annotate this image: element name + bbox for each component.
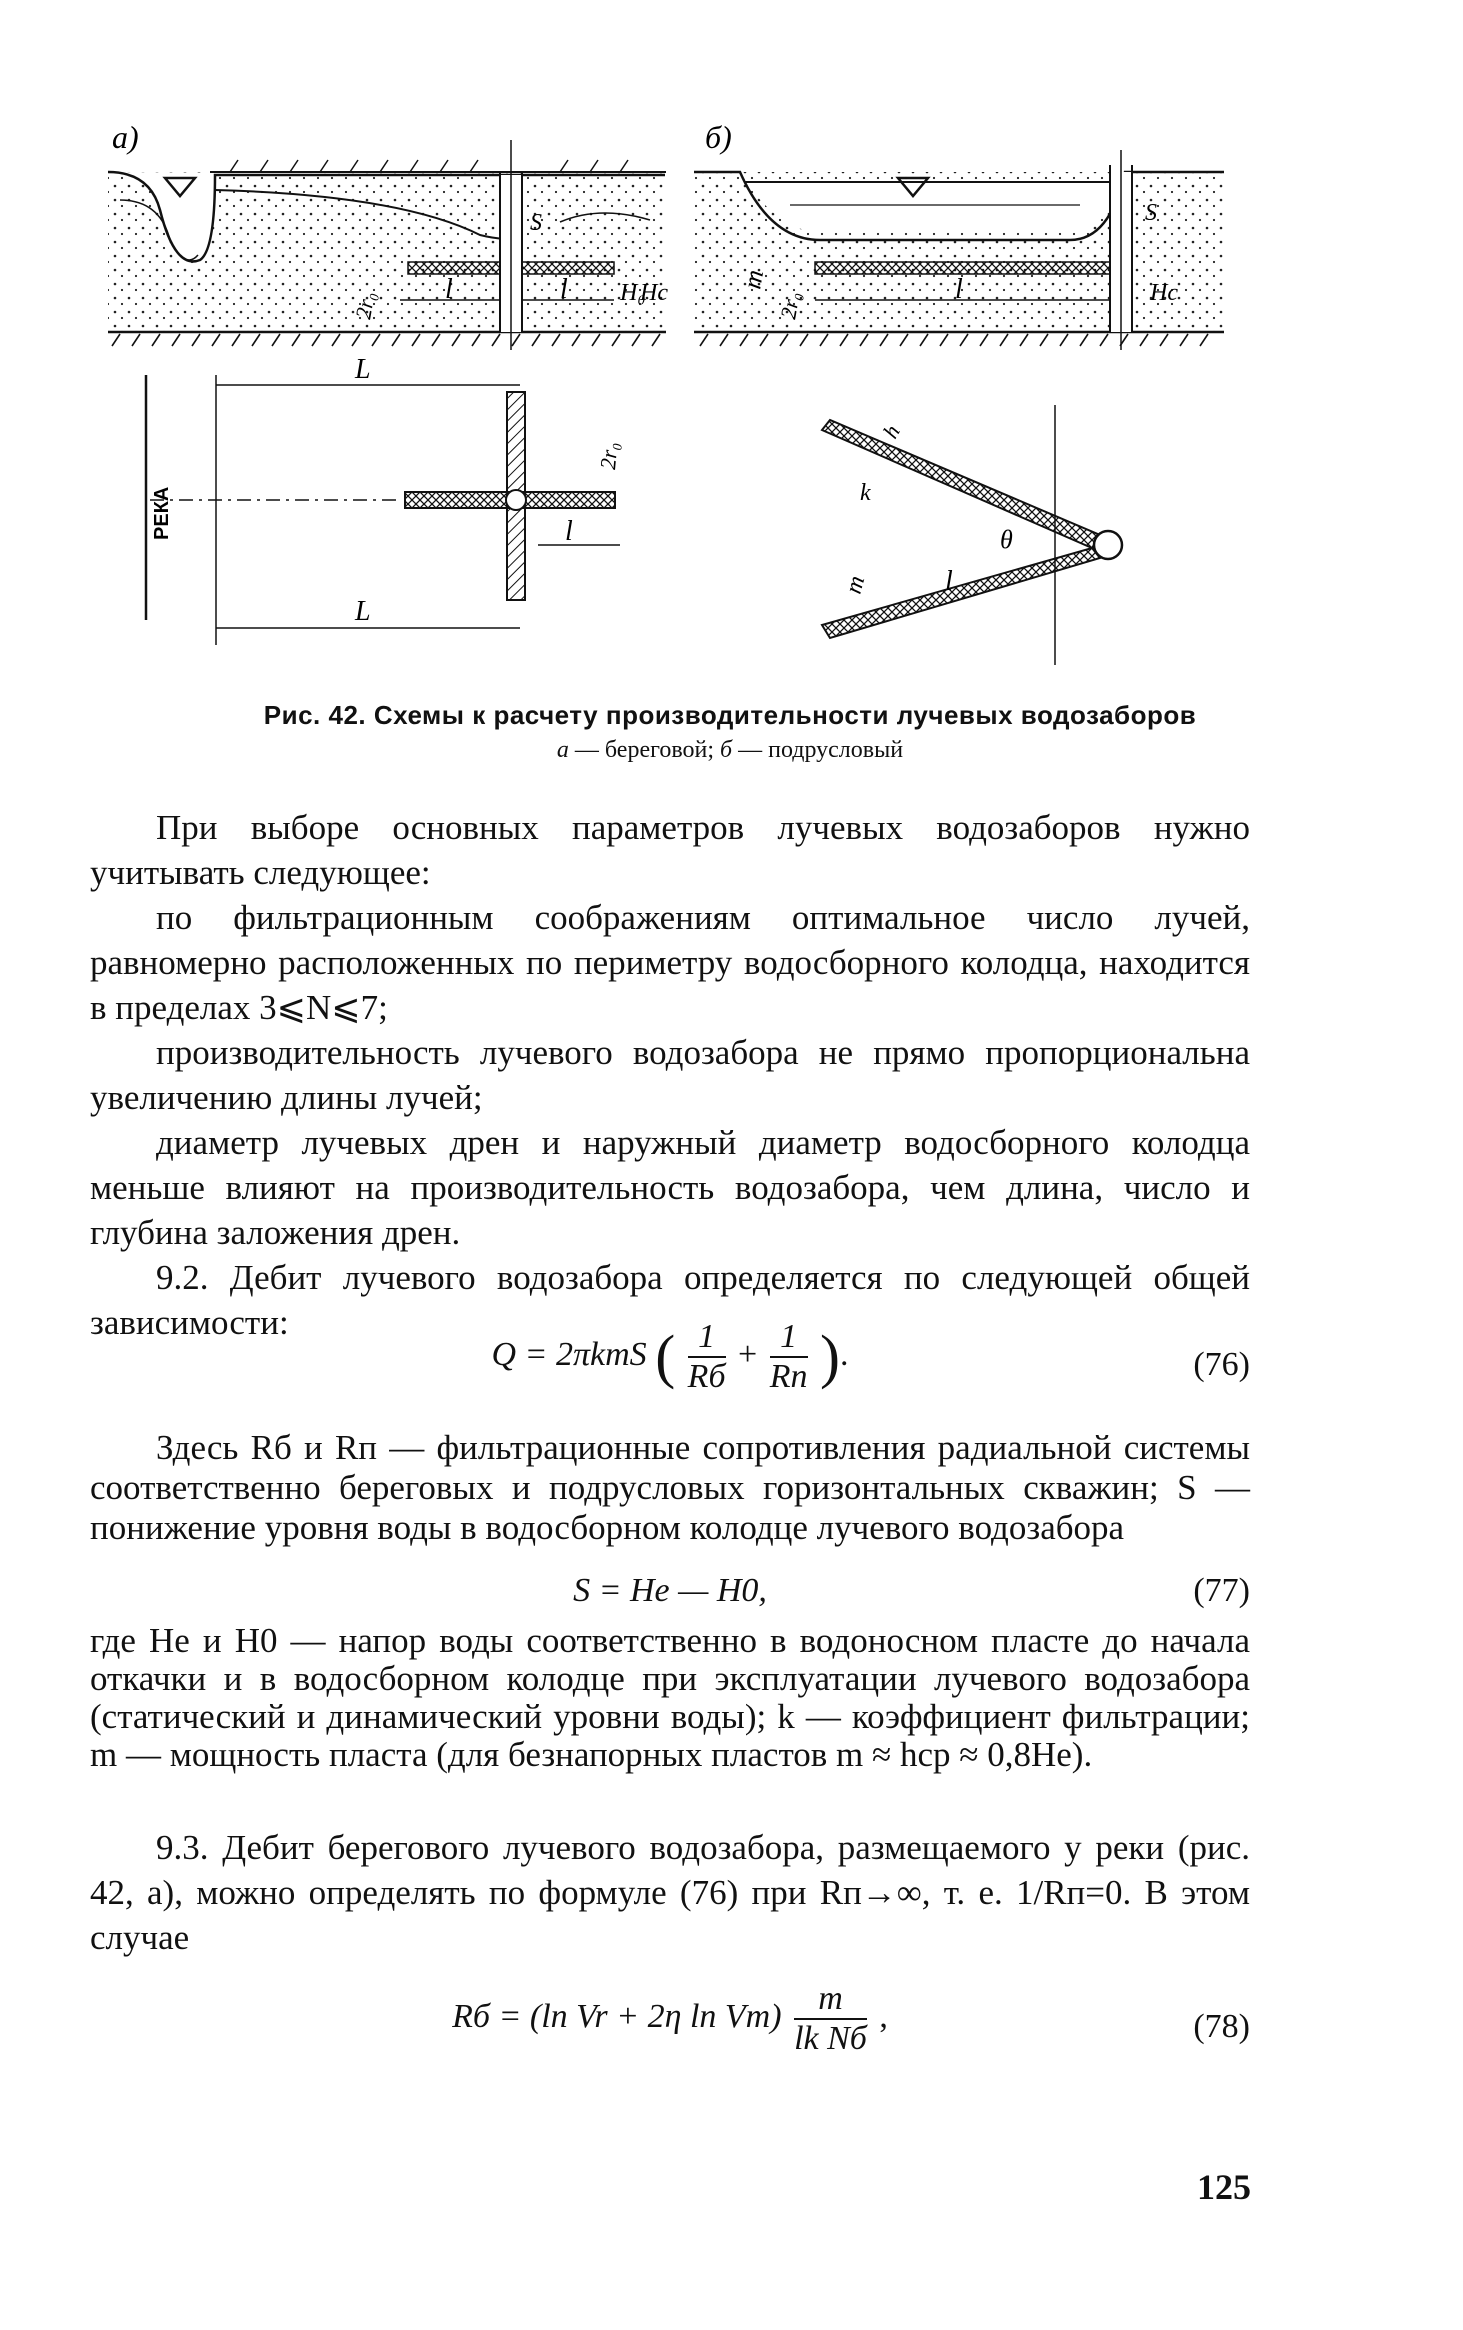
plan-well: [506, 490, 526, 510]
label-m-b-plan: m: [840, 573, 871, 597]
figure-42: [0, 0, 1463, 700]
caption-a-text: — береговой;: [568, 737, 721, 763]
eq76-n2: 1: [770, 1318, 808, 1358]
label-b: б): [705, 119, 732, 155]
equation-76: Q = 2πkmS ( $\frac{1}{Rб}$ + $\frac{1}{Rп}$ ). (76): [491, 1318, 1250, 1395]
label-L-top: L: [355, 354, 371, 385]
label-H0-a: H₀: [620, 280, 646, 306]
eq76-n1: 1: [688, 1318, 726, 1358]
drain-b: [815, 262, 1110, 274]
label-m-b: m: [737, 267, 770, 292]
label-2r0-plan: 2r₀: [595, 441, 623, 471]
label-l-a2: l: [560, 274, 568, 305]
paragraph-5: 9.2. Дебит лучевого водозабора определяется по следующей общей зависимости:: [90, 1258, 1250, 1342]
page-number: 125: [1197, 2167, 1251, 2207]
paragraph-6: Здесь Rб и Rп — фильтрационные сопротивления радиальной системы соответственно береговых и подрусловых горизонтальных скважин; S — понижение уровня воды в водосборном колодце лучевого водозабора: [90, 1428, 1250, 1547]
label-S-b: S: [1145, 200, 1157, 226]
drain-right-a: [522, 262, 614, 274]
eq78-n: m: [794, 1980, 867, 2020]
eq76-number: (76): [1193, 1346, 1250, 1383]
label-S-a: S: [530, 210, 542, 236]
figure-caption: [150, 700, 1310, 764]
caption-b: б: [720, 737, 733, 763]
caption-b-text: — подрусловый: [732, 737, 904, 763]
label-l-b-plan: l: [945, 566, 953, 597]
label-theta: θ: [1000, 525, 1013, 554]
paragraph-7: где He и H0 — напор воды соответственно в водоносном пласте до начала откачки и в водосборном колодце при эксплуатации лучевого водозабора (статический и динамический уровни воды); k — коэффициент фильтрации; m — мощность пласта (для безнапорных пластов m ≈ hср ≈ 0,8He).: [90, 1621, 1250, 1774]
caption-subtitle: [150, 737, 1310, 764]
label-2r0-a: 2r₀: [350, 289, 380, 321]
label-L-bottom: L: [355, 596, 371, 627]
text-block-4: [90, 1825, 1250, 1960]
paragraph-1: При выборе основных параметров лучевых водозаборов нужно учитывать следующее:: [90, 808, 1250, 892]
eq78-d: lk Nб: [794, 2020, 867, 2057]
label-k-b: k: [860, 480, 871, 506]
eq77-number: (77): [1193, 1572, 1250, 1609]
caption-title: Рис. 42. Схемы к расчету производительности лучевых водозаборов: [263, 700, 1197, 730]
eq78-lhs: Rб = (ln Vr + 2η ln Vт): [452, 1997, 782, 2035]
paragraph-3: производительность лучевого водозабора не прямо пропорциональна увеличению длины лучей;: [90, 1033, 1250, 1117]
label-a: a): [112, 119, 139, 155]
caption-a: а: [556, 737, 569, 763]
equation-78: Rб = (ln Vr + 2η ln Vт) $\frac{m}{\text{lk Nб}}$ , (78): [452, 1980, 1250, 2057]
eq76-d1: Rб: [687, 1358, 726, 1395]
eq76-lhs: Q = 2πkmS: [491, 1335, 647, 1373]
eq76-d2: Rп: [769, 1358, 808, 1395]
paragraph-4: диаметр лучевых дрен и наружный диаметр водосборного колодца меньше влияют на производительность водозабора, чем длина, число и глубина заложения дрен.: [90, 1123, 1250, 1252]
label-reka: РЕКА: [151, 486, 173, 540]
label-h-b: h: [877, 420, 905, 443]
label-2r0-b: 2r₀: [775, 289, 805, 321]
well-b: [1094, 531, 1122, 559]
eq77-body: S = He — H0,: [573, 1572, 767, 1609]
paragraph-8: 9.3. Дебит берегового лучевого водозабора, размещаемого у реки (рис. 42, а), можно определять по формуле (76) при Rп→∞, т. е. 1/Rп=0. В этом случае: [90, 1828, 1250, 1957]
text-block-2: [90, 1428, 1250, 1548]
label-Hc-b: Hc: [1150, 280, 1178, 306]
label-l-b: l: [955, 274, 963, 305]
riverbed-b: [745, 180, 1118, 232]
label-l-plan: l: [565, 516, 573, 547]
eq78-number: (78): [1193, 2008, 1250, 2045]
label-l-a: l: [445, 274, 453, 305]
drain-left-a: [408, 262, 500, 274]
paragraph-2: по фильтрационным соображениям оптимальное число лучей, равномерно расположенных по периметру водосборного колодца, находится в пределах 3⩽N⩽7;: [90, 898, 1250, 1027]
figure-drawing: [0, 0, 1463, 700]
text-block-1: [90, 805, 1250, 1345]
text-block-3: [90, 1622, 1250, 1774]
label-Hc-a: Hc: [640, 280, 668, 306]
